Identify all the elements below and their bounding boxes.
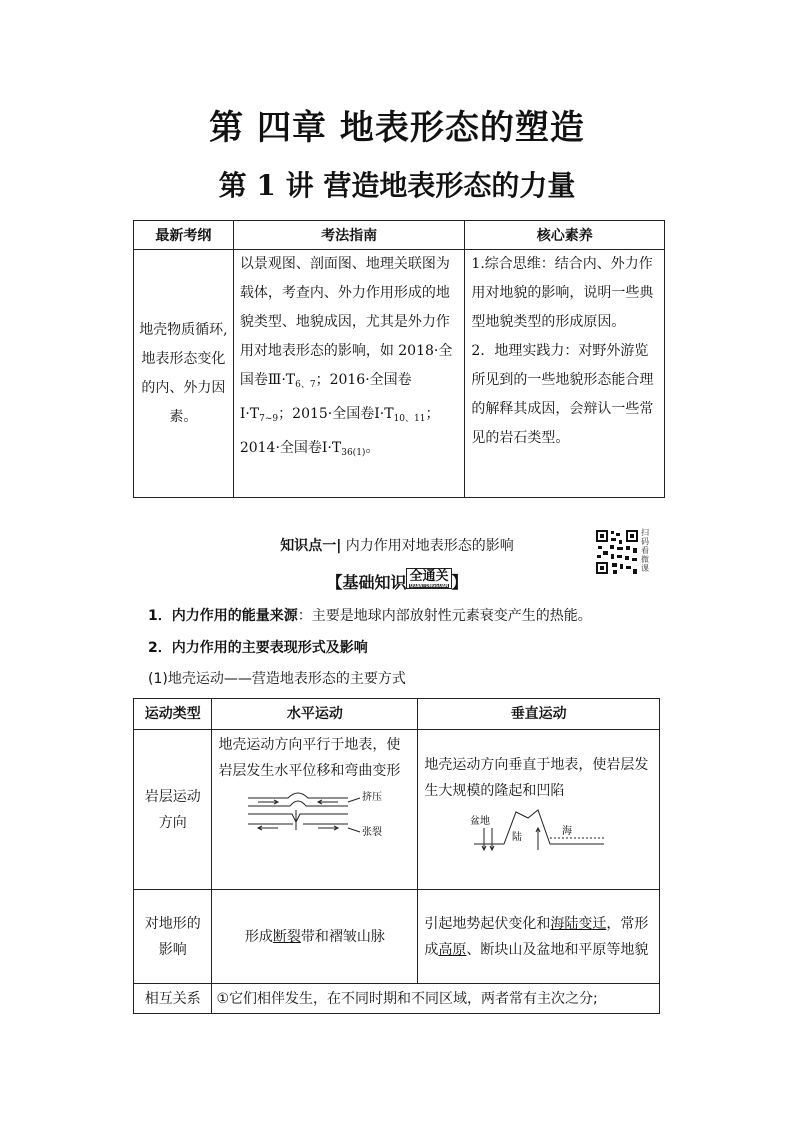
basic-knowledge-heading xyxy=(0,568,794,593)
literacy-item-1: 1.综合思维：结合内、外力作用对地貌的影响，说明一些典型地貌类型的形成原因。 xyxy=(471,256,654,330)
horizontal-direction-cell xyxy=(212,730,418,890)
paragraph-2: 2．内力作用的主要表现形式及影响 xyxy=(148,640,368,656)
motion-row-direction xyxy=(134,730,660,890)
header-literacy: 核心素养 xyxy=(465,221,665,250)
header-guide: 考法指南 xyxy=(233,221,465,250)
crustal-motion-table xyxy=(133,698,660,1014)
label-rift: 张裂 xyxy=(362,827,383,838)
header-outline: 最新考纲 xyxy=(134,221,234,250)
literacy-cell xyxy=(465,250,665,498)
header-motion-type: 运动类型 xyxy=(134,699,212,730)
basic-heading-left: 【基础知识 xyxy=(326,573,407,592)
label-land: 陆 xyxy=(512,832,523,843)
label-sea: 海 xyxy=(562,826,573,837)
outline-cell xyxy=(134,250,234,498)
row-label-relation: 相互关系 xyxy=(134,984,212,1014)
horizontal-effect-cell: 形成断裂带和褶皱山脉 xyxy=(212,890,418,984)
row-label-effect: 对地形的影响 xyxy=(134,890,212,984)
horizontal-direction-text: 地壳运动方向平行于地表，使岩层发生水平位移和弯曲变形 xyxy=(218,737,401,779)
knowledge-point-title: 内力作用对地表形态的影响 xyxy=(345,538,514,554)
vertical-motion-diagram xyxy=(454,804,614,858)
row-label-direction: 岩层运动方向 xyxy=(134,730,212,890)
paragraph-1: 1．内力作用的能量来源：主要是地球内部放射性元素衰变产生的热能。 xyxy=(148,608,592,624)
syllabus-header-row xyxy=(134,221,665,250)
qr-caption: 扫码看微课 xyxy=(641,528,649,573)
badge-quantongguan: 全通关 QUANTONGGUAN xyxy=(406,568,451,589)
motion-row-effect xyxy=(134,890,660,984)
syllabus-row xyxy=(134,250,665,498)
guide-text: 以景观图、剖面图、地理关联图为载体，考查内、外力作用形成的地貌类型、地貌成因，尤其是外力作用对地表形态的影响，如 2018·全国卷$Ⅲ\cdot T_{6、7}$；2016·全国卷$Ⅰ\cdot T_{7\sim 9}$；2015·全国卷$Ⅰ\cdot T_{10、11}$；2014·全国卷$Ⅰ\cdot T_{36(1)}$。 xyxy=(239,256,453,458)
label-basin: 盆地 xyxy=(470,816,491,827)
header-vertical: 垂直运动 xyxy=(418,699,660,730)
relation-cell: ①它们相伴发生，在不同时期和不同区域，两者常有主次之分; xyxy=(212,984,660,1014)
motion-row-relation xyxy=(134,984,660,1014)
literacy-item-2: 2．地理实践力：对野外游览所见到的一些地貌形态能合理的解释其成因，会辩认一些常见的岩石类型。 xyxy=(471,343,654,446)
chapter-title: 第 四章 地表形态的塑造 xyxy=(209,108,585,148)
vertical-direction-cell xyxy=(418,730,660,890)
header-horizontal: 水平运动 xyxy=(212,699,418,730)
label-compress: 挤压 xyxy=(362,792,383,803)
knowledge-point-label: 知识点一| xyxy=(280,538,342,554)
lesson-title: 第 1 讲 营造地表形态的力量 xyxy=(218,169,576,202)
motion-header-row xyxy=(134,699,660,730)
syllabus-table xyxy=(133,220,665,498)
vertical-effect-cell: 引起地势起伏变化和海陆变迁，常形成高原、断块山及盆地和平原等地貌 xyxy=(418,890,660,984)
guide-cell xyxy=(233,250,465,498)
paragraph-3: (1)地壳运动——营造地表形态的主要方式 xyxy=(148,671,406,687)
basic-heading-right: 】 xyxy=(451,573,468,592)
outline-text: 地壳物质循环,地表形态变化的内、外力因素。 xyxy=(139,321,228,425)
horizontal-motion-diagram xyxy=(218,784,408,838)
vertical-direction-text: 地壳运动方向垂直于地表，使岩层发生大规模的隆起和凹陷 xyxy=(424,757,649,799)
knowledge-point-heading xyxy=(0,535,794,555)
